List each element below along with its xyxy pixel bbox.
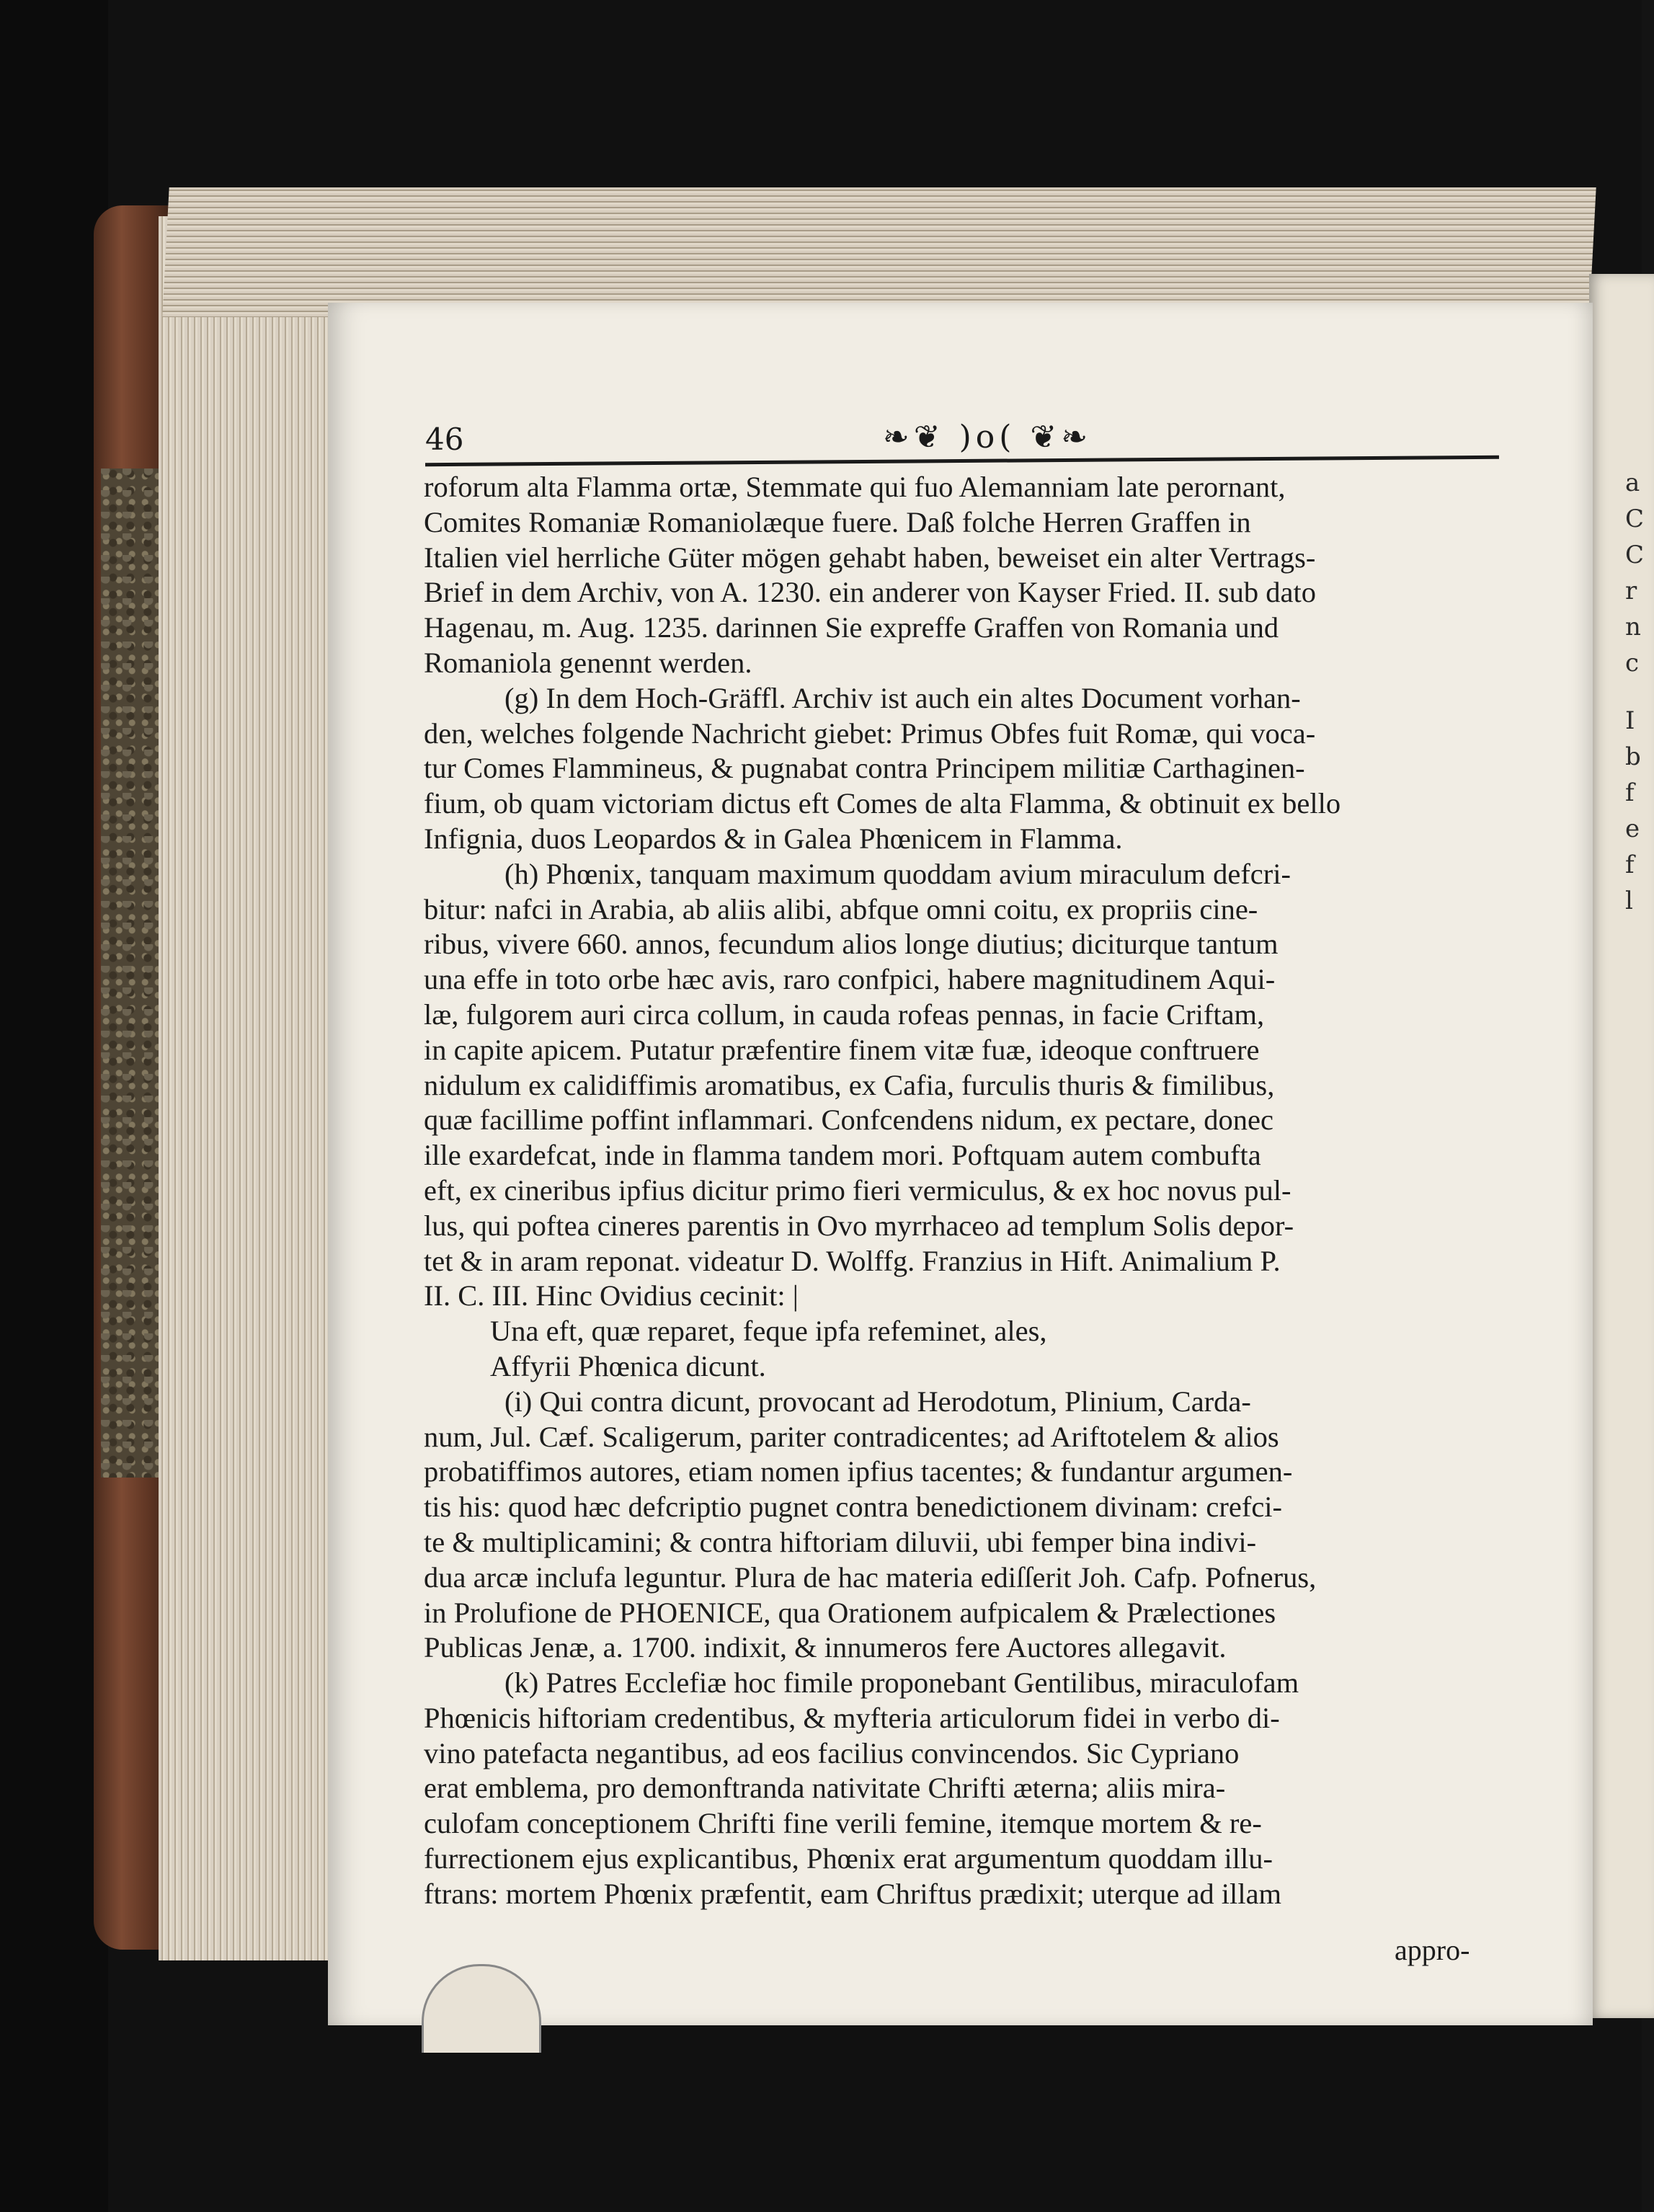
- facing-page-letter: C: [1625, 541, 1645, 569]
- facing-page-letter: e: [1625, 814, 1640, 843]
- text-line: eft, ex cineribus ipfius dicitur primo fieri vermiculus, & ex hoc novus pul-: [424, 1173, 1291, 1207]
- facing-page-letter: C: [1625, 505, 1645, 533]
- text-line: in Prolufione de PHOENICE, qua Orationem aufpicalem & Prælectiones: [424, 1596, 1276, 1629]
- marbled-cover: [101, 468, 159, 1478]
- text-line: te & multiplicamini; & contra hiftoriam diluvii, ubi femper bina indivi-: [424, 1525, 1257, 1558]
- footnote-g-start: (g) In dem Hoch-Gräffl. Archiv ist auch ein altes Document vorhan-: [504, 681, 1301, 714]
- text-line: furrectionem ejus explicantibus, Phœnix erat argumentum quoddam illu-: [424, 1842, 1273, 1875]
- background: [0, 0, 108, 2212]
- facing-page-letter: b: [1625, 742, 1641, 771]
- text-line: tur Comes Flammineus, & pugnabat contra Principem militiæ Carthaginen-: [424, 752, 1305, 785]
- text-line: Comites Romaniæ Romaniolæque fuere. Daß folche Herren Graffen in: [424, 505, 1251, 538]
- text-line: una effe in toto orbe hæc avis, raro confpici, habere magnitudinem Aqui-: [424, 963, 1276, 996]
- page-body-text: [424, 470, 1505, 1912]
- text-line: bitur: nafci in Arabia, ab aliis alibi, abfque omni coitu, ex propriis cine-: [424, 892, 1258, 925]
- text-line: Brief in dem Archiv, von A. 1230. ein anderer von Kayser Fried. II. sub dato: [424, 576, 1316, 609]
- text-line: erat emblema, pro demonftranda nativitate Chrifti æterna; aliis mira-: [424, 1772, 1226, 1805]
- text-line: II. C. III. Hinc Ovidius cecinit: |: [424, 1279, 799, 1312]
- text-line: in capite apicem. Putatur præfentire finem vitæ fuæ, ideoque conftruere: [424, 1033, 1260, 1066]
- facing-page-letter: a: [1625, 468, 1640, 497]
- text-line: vino patefacta negantibus, ad eos facilius convincendos. Sic Cypriano: [424, 1736, 1240, 1769]
- page-block-top: [162, 187, 1596, 317]
- text-line: ftrans: mortem Phœnix præfentit, eam Chriftus prædixit; uterque ad illam: [424, 1877, 1282, 1910]
- page-number: 46: [425, 422, 464, 457]
- facing-page-letter: I: [1625, 706, 1635, 735]
- text-line: ille exardefcat, inde in flamma tandem mori. Poftquam autem combufta: [424, 1139, 1261, 1172]
- catchword: appro-: [1395, 1934, 1470, 1966]
- text-line: Romaniola genennt werden.: [424, 646, 752, 679]
- facing-page-letter: l: [1625, 887, 1633, 915]
- facing-page-letter: c: [1625, 649, 1640, 678]
- text-line: dua arcæ inclufa leguntur. Plura de hac materia ediſſerit Joh. Cafp. Pofnerus,: [424, 1560, 1317, 1594]
- facing-page-edge: [1589, 274, 1654, 2018]
- text-line: ribus, vivere 660. annos, fecundum alios longe diutius; diciturque tantum: [424, 928, 1279, 961]
- facing-page-letter: f: [1625, 850, 1635, 879]
- text-line: den, welches folgende Nachricht giebet: Primus Obfes fuit Romæ, qui voca-: [424, 716, 1316, 750]
- text-line: tet & in aram reponat. videatur D. Wolffg. Franzius in Hift. Animalium P.: [424, 1244, 1281, 1277]
- page-header: [425, 419, 1499, 458]
- text-line: Infignia, duos Leopardos & in Galea Phœnicem in Flamma.: [424, 822, 1123, 855]
- footnote-h-start: (h) Phœnix, tanquam maximum quoddam avium miraculum defcri-: [504, 857, 1291, 890]
- text-line: culofam conceptionem Chrifti fine verili femine, itemque mortem & re-: [424, 1807, 1262, 1840]
- facing-page-letter: f: [1625, 778, 1635, 807]
- header-ornament: ❧❦ )o( ❦❧: [882, 419, 1093, 456]
- verse-line: Una eft, quæ reparet, feque ipfa refeminet, ales,: [490, 1315, 1047, 1348]
- text-line: fium, ob quam victoriam dictus eft Comes de alta Flamma, & obtinuit ex bello: [424, 787, 1341, 820]
- text-line: Phœnicis hiftoriam credentibus, & myfteria articulorum fidei in verbo di-: [424, 1701, 1280, 1734]
- text-line: nidulum ex calidiffimis aromatibus, ex Cafia, furculis thuris & fimilibus,: [424, 1068, 1275, 1101]
- text-line: Hagenau, m. Aug. 1235. darinnen Sie expreffe Graffen von Romania und: [424, 611, 1279, 644]
- text-line: Publicas Jenæ, a. 1700. indixit, & innumeros fere Auctores allegavit.: [424, 1631, 1227, 1664]
- text-line: Italien viel herrliche Güter mögen gehabt haben, beweiset ein alter Vertrags-: [424, 541, 1316, 574]
- text-line: quæ facillime poffint inflammari. Confcendens nidum, ex pectare, donec: [424, 1103, 1274, 1137]
- footnote-k-start: (k) Patres Ecclefiæ hoc fimile proponebant Gentilibus, miraculofam: [504, 1666, 1299, 1700]
- text-line: roforum alta Flamma ortæ, Stemmate qui fuo Alemanniam late perornant,: [424, 471, 1286, 503]
- page-block-left: [159, 216, 332, 1960]
- text-line: num, Jul. Cæf. Scaligerum, pariter contradicentes; ad Ariftotelem & alios: [424, 1420, 1279, 1453]
- facing-page-letter: n: [1625, 613, 1641, 641]
- verse-line: Affyrii Phœnica dicunt.: [490, 1349, 766, 1382]
- text-line: probatiffimos autores, etiam nomen ipfius tacentes; & fundantur argumen-: [424, 1455, 1293, 1488]
- text-line: tis his: quod hæc defcriptio pugnet contra benedictionem divinam: crefci-: [424, 1491, 1283, 1524]
- text-line: lus, qui poftea cineres parentis in Ovo myrrhaceo ad templum Solis depor-: [424, 1209, 1294, 1242]
- footnote-i-start: (i) Qui contra dicunt, provocant ad Herodotum, Plinium, Carda-: [504, 1385, 1251, 1418]
- facing-page-letter: r: [1625, 577, 1637, 605]
- text-line: læ, fulgorem auri circa collum, in cauda rofeas pennas, in facie Criftam,: [424, 998, 1265, 1031]
